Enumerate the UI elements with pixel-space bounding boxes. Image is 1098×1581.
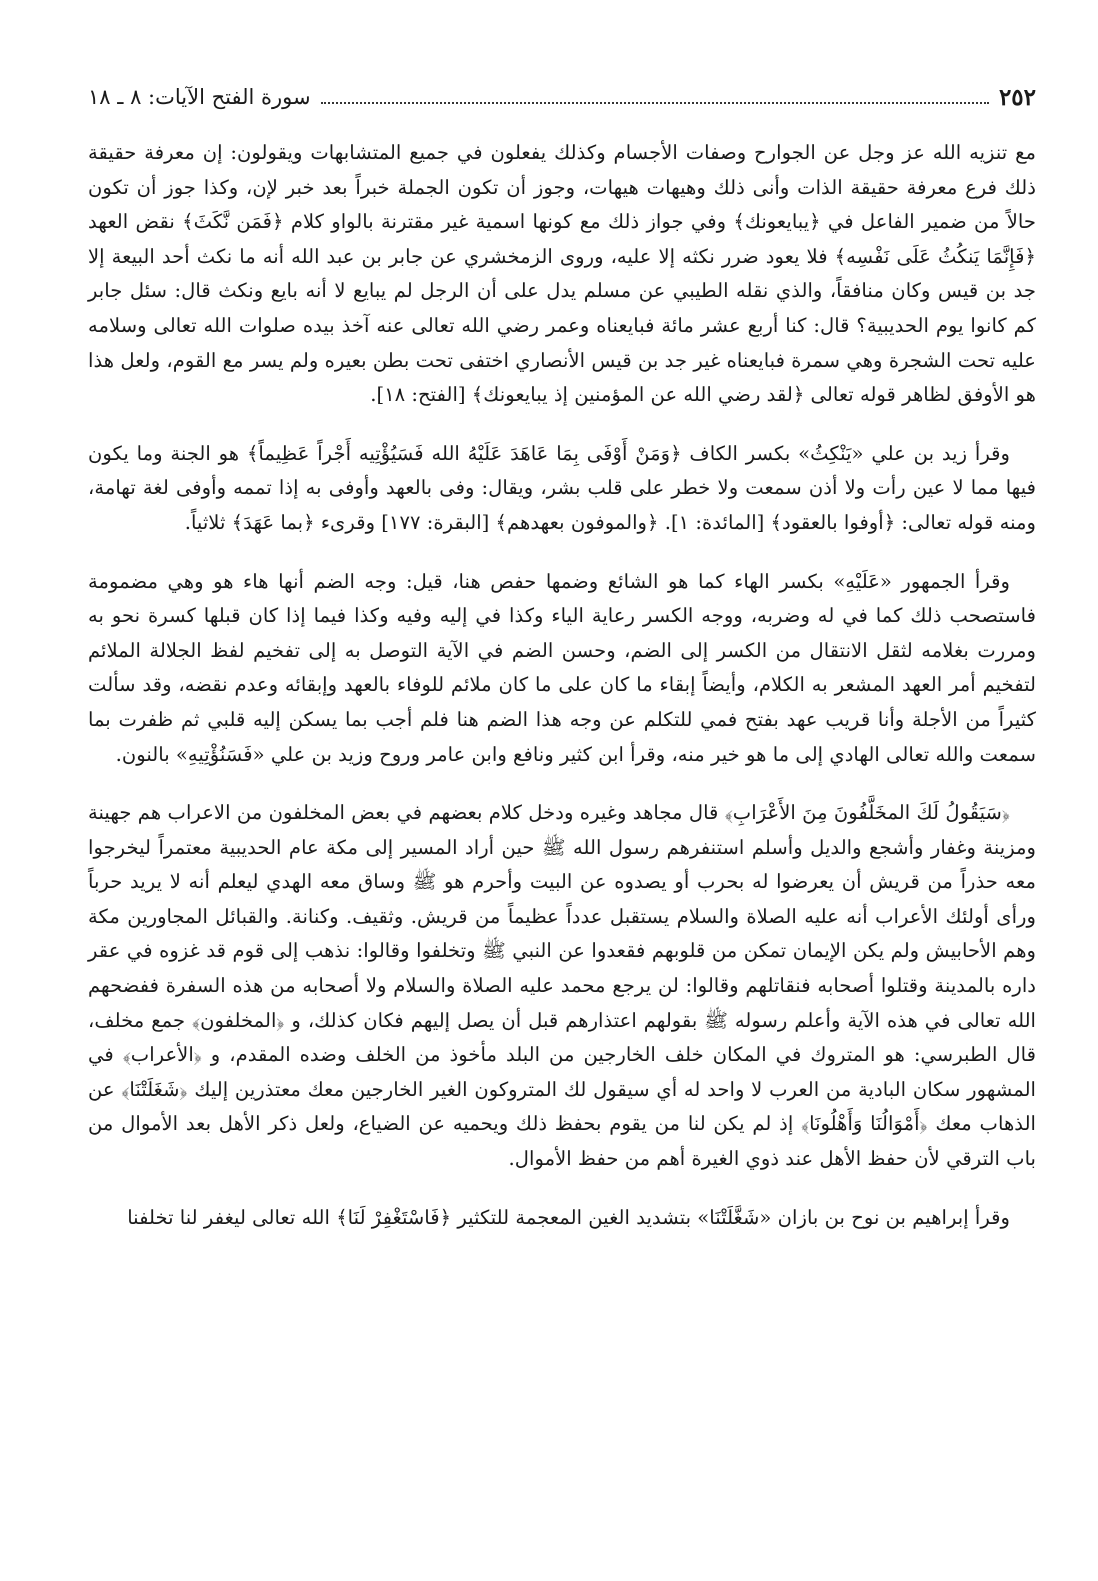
running-header <box>88 80 1036 114</box>
paragraph-3: وقرأ الجمهور «عَلَيْهِ» بكسر الهاء كما هو الشائع وضمها حفص هنا، قيل: وجه الضم أنها هاء هو وهي مضمومة فاستصحب ذلك كما في له وضربه، ووجه الكسر رعاية الياء وكذا في إليه وفيه وكذا فيما إذا كان قبلها كسرة نحو به ومررت بغلامه لثقل الانتقال من الكسر إلى الضم، وحسن الضم في الآية التوصل به إلى تفخيم لفظ الجلالة الملائم لتفخيم أمر العهد المشعر به الكلام، وأيضاً إبقاء ما كان على ما كان ملائم للوفاء بالعهد وإبقائه وعدم نقضه، وقد سألت كثيراً من الأجلة وأنا قريب عهد بفتح فمي للتكلم عن وجه هذا الضم هنا فلم أجب بما يسكن إليه قلبي ثم ظفرت بما سمعت والله تعالى الهادي إلى ما هو خير منه، وقرأ ابن كثير ونافع وابن عامر وروح وزيد بن علي «فَسَنُؤْتِيهِ» بالنون. <box>88 569 1036 766</box>
surah-title: سورة الفتح الآيات: ٨ ـ ١٨ <box>88 85 311 109</box>
paragraph-5: وقرأ إبراهيم بن نوح بن بازان «شَغَّلَتْنَا» بتشديد الغين المعجمة للتكثير ﴿فَاسْتَغْفِرْ لَنَا﴾ الله تعالى ليغفر لنا تخلفنا <box>127 1205 1010 1229</box>
header-dotted-leader <box>321 102 989 104</box>
page-body <box>88 136 1036 1235</box>
paragraph-2: وقرأ زيد بن علي «يَنْكِثُ» بكسر الكاف ﴿وَمَنْ أَوْفَى بِمَا عَاهَدَ عَلَيْهُ الله فَسَيُؤْتِيه أَجْراً عَظِيماً﴾ هو الجنة وما يكون فيها مما لا عين رأت ولا أذن سمعت ولا خطر على قلب بشر، ويقال: وفى بالعهد وأوفى به إذا تممه وأوفى لغة تهامة، ومنه قوله تعالى: ﴿أوفوا بالعقود﴾ [المائدة: ١]. ﴿والموفون بعهدهم﴾ [البقرة: ١٧٧] وقرىء ﴿بما عَهَدَ﴾ ثلاثياً. <box>88 441 1036 534</box>
paragraph-4: ﴿سَيَقُولُ لَكَ المخَلَّفُونَ مِنَ الأَعْرَابِ﴾ قال مجاهد وغيره ودخل كلام بعضهم في بعض المخلفون من الاعراب هم جهينة ومزينة وغفار وأشجع والديل وأسلم استنفرهم رسول الله ﷺ حين أراد المسير إلى مكة عام الحديبية معتمراً ليخرجوا معه حذراً من قريش أن يعرضوا له بحرب أو يصدوه عن البيت وأحرم هو ﷺ وساق معه الهدي ليعلم أنه لا يريد حرباً ورأى أولئك الأعراب أنه عليه الصلاة والسلام يستقبل عدداً عظيماً من قريش. وثقيف. وكنانة. والقبائل المجاورين مكة وهم الأحابيش ولم يكن الإيمان تمكن من قلوبهم فقعدوا عن النبي ﷺ وتخلفوا وقالوا: نذهب إلى قوم قد غزوه في عقر داره بالمدينة وقتلوا أصحابه فنقاتلهم وقالوا: لن يرجع محمد عليه الصلاة والسلام ولا أصحابه من هذه السفرة ففضحهم الله تعالى في هذه الآية وأعلم رسوله ﷺ بقولهم اعتذارهم قبل أن يصل إليهم فكان كذلك، و ﴿المخلفون﴾ جمع مخلف، قال الطبرسي: هو المتروك في المكان خلف الخارجين من البلد مأخوذ من الخلف وضده المقدم، و ﴿الأعراب﴾ في المشهور سكان البادية من العرب لا واحد له أي سيقول لك المتروكون الغير الخارجين معك معتذرين إليك ﴿شَغَلَتْنَا﴾ عن الذهاب معك ﴿أَمْوَالُنَا وَأَهْلُونَا﴾ إذ لم يكن لنا من يقوم بحفظ ذلك ويحميه عن الضياع، ولعل ذكر الأهل بعد الأموال من باب الترقي لأن حفظ الأهل عند ذوي الغيرة أهم من حفظ الأموال. <box>88 801 1036 1171</box>
page-number: ٢٥٢ <box>998 83 1036 111</box>
paragraph-1: مع تنزيه الله عز وجل عن الجوارح وصفات الأجسام وكذلك يفعلون في جميع المتشابهات ويقولون: إن معرفة حقيقة ذلك فرع معرفة حقيقة الذات وأنى ذلك وهيهات هيهات، وجوز أن تكون الجملة خبراً بعد خبر لإن، وكذا جوز أن تكون حالاً من ضمير الفاعل في ﴿يبايعونك﴾ وفي جواز ذلك مع كونها اسمية غير مقترنة بالواو كلام ﴿فَمَن نَّكَثَ﴾ نقض العهد ﴿فَإِنَّمَا يَنكُثُ عَلَى نَفْسِه﴾ فلا يعود ضرر نكثه إلا عليه، وروى الزمخشري عن جابر بن عبد الله أنه ما نكث أحد البيعة إلا جد بن قيس وكان منافقاً، والذي نقله الطيبي عن مسلم يدل على أن الرجل لم يبايع لا أنه بايع ونكث قال: سئل جابر كم كانوا يوم الحديبية؟ قال: كنا أربع عشر مائة فبايعناه وعمر رضي الله تعالى عنه آخذ بيده صلوات الله تعالى وسلامه عليه تحت الشجرة وهي سمرة فبايعناه غير جد بن قيس الأنصاري اختفى تحت بطن بعيره ولم يسر مع القوم، ولعل هذا هو الأوفق لظاهر قوله تعالى ﴿لقد رضي الله عن المؤمنين إذ يبايعونك﴾ [الفتح: ١٨]. <box>88 141 1036 407</box>
